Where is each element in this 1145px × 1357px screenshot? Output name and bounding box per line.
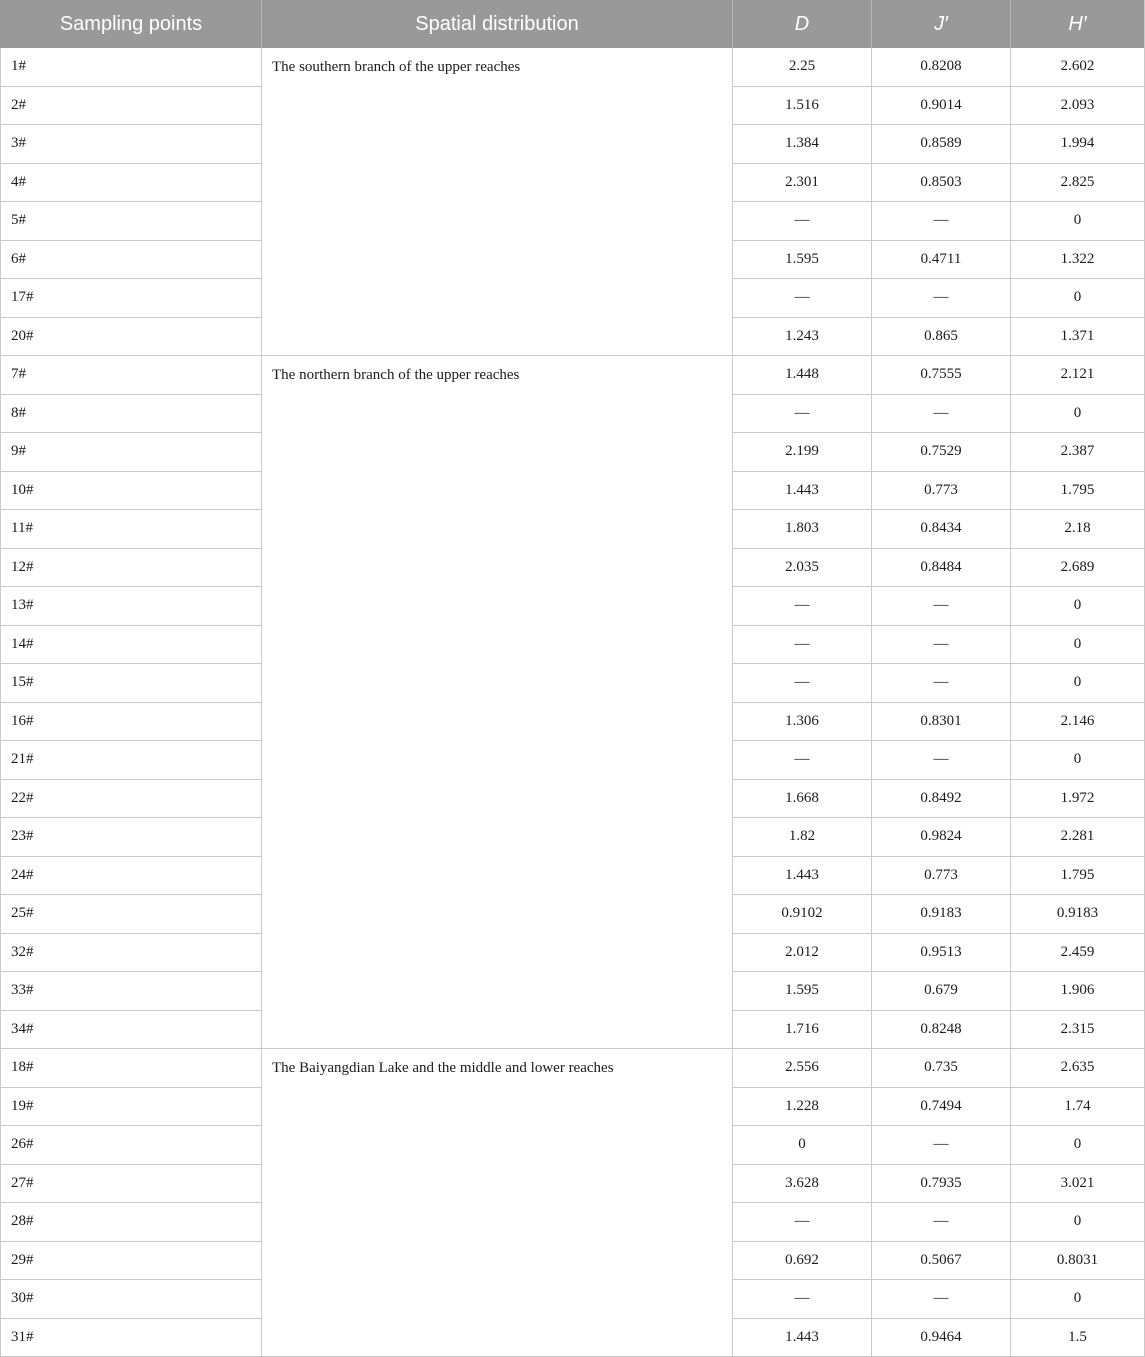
sampling-point-cell: 22# bbox=[0, 780, 262, 819]
d-value-cell: 2.012 bbox=[733, 934, 872, 973]
d-value-cell: 0 bbox=[733, 1126, 872, 1165]
h-value-cell: 0 bbox=[1011, 279, 1145, 318]
j-value-cell: — bbox=[872, 202, 1011, 241]
sampling-point-cell: 33# bbox=[0, 972, 262, 1011]
d-value-cell: 2.25 bbox=[733, 48, 872, 87]
d-value-cell: 1.384 bbox=[733, 125, 872, 164]
column-header-sampling-points: Sampling points bbox=[0, 0, 262, 48]
j-value-cell: 0.8589 bbox=[872, 125, 1011, 164]
sampling-point-cell: 12# bbox=[0, 549, 262, 588]
d-value-cell: 1.443 bbox=[733, 1319, 872, 1357]
h-value-cell: 2.281 bbox=[1011, 818, 1145, 857]
sampling-point-cell: 2# bbox=[0, 87, 262, 126]
h-value-cell: 0.9183 bbox=[1011, 895, 1145, 934]
d-value-cell: 1.668 bbox=[733, 780, 872, 819]
d-value-cell: 2.199 bbox=[733, 433, 872, 472]
j-value-cell: 0.9183 bbox=[872, 895, 1011, 934]
sampling-point-cell: 16# bbox=[0, 703, 262, 742]
h-value-cell: 0.8031 bbox=[1011, 1242, 1145, 1281]
sampling-point-cell: 10# bbox=[0, 472, 262, 511]
j-value-cell: — bbox=[872, 664, 1011, 703]
sampling-point-cell: 34# bbox=[0, 1011, 262, 1050]
j-value-cell: 0.7555 bbox=[872, 356, 1011, 395]
j-value-cell: — bbox=[872, 395, 1011, 434]
sampling-point-cell: 11# bbox=[0, 510, 262, 549]
sampling-point-cell: 15# bbox=[0, 664, 262, 703]
h-value-cell: 0 bbox=[1011, 202, 1145, 241]
h-value-cell: 1.74 bbox=[1011, 1088, 1145, 1127]
h-value-cell: 2.121 bbox=[1011, 356, 1145, 395]
h-value-cell: 1.906 bbox=[1011, 972, 1145, 1011]
h-value-cell: 2.18 bbox=[1011, 510, 1145, 549]
sampling-point-cell: 13# bbox=[0, 587, 262, 626]
d-value-cell: 2.301 bbox=[733, 164, 872, 203]
d-value-cell: 0.692 bbox=[733, 1242, 872, 1281]
d-value-cell: 1.243 bbox=[733, 318, 872, 357]
j-value-cell: 0.5067 bbox=[872, 1242, 1011, 1281]
d-value-cell: — bbox=[733, 279, 872, 318]
j-value-cell: 0.8503 bbox=[872, 164, 1011, 203]
d-value-cell: 1.443 bbox=[733, 857, 872, 896]
sampling-point-cell: 7# bbox=[0, 356, 262, 395]
j-value-cell: 0.8301 bbox=[872, 703, 1011, 742]
j-value-cell: 0.4711 bbox=[872, 241, 1011, 280]
sampling-point-cell: 6# bbox=[0, 241, 262, 280]
h-value-cell: 2.825 bbox=[1011, 164, 1145, 203]
d-value-cell: — bbox=[733, 1203, 872, 1242]
h-value-cell: 2.315 bbox=[1011, 1011, 1145, 1050]
h-value-cell: 1.5 bbox=[1011, 1319, 1145, 1357]
sampling-point-cell: 9# bbox=[0, 433, 262, 472]
h-value-cell: 3.021 bbox=[1011, 1165, 1145, 1204]
sampling-point-cell: 32# bbox=[0, 934, 262, 973]
d-value-cell: 1.803 bbox=[733, 510, 872, 549]
h-value-cell: 2.635 bbox=[1011, 1049, 1145, 1088]
spatial-distribution-cell: The Baiyangdian Lake and the middle and lower reaches bbox=[262, 1049, 733, 1357]
j-value-cell: — bbox=[872, 587, 1011, 626]
h-value-cell: 2.387 bbox=[1011, 433, 1145, 472]
d-value-cell: 1.306 bbox=[733, 703, 872, 742]
d-value-cell: — bbox=[733, 741, 872, 780]
d-value-cell: 1.595 bbox=[733, 241, 872, 280]
h-value-cell: 1.795 bbox=[1011, 857, 1145, 896]
column-header-j: J′ bbox=[872, 0, 1011, 48]
spatial-distribution-cell: The southern branch of the upper reaches bbox=[262, 48, 733, 356]
h-value-cell: 0 bbox=[1011, 741, 1145, 780]
j-value-cell: 0.8248 bbox=[872, 1011, 1011, 1050]
j-value-cell: — bbox=[872, 1280, 1011, 1319]
h-value-cell: 2.146 bbox=[1011, 703, 1145, 742]
d-value-cell: 1.443 bbox=[733, 472, 872, 511]
d-value-cell: — bbox=[733, 395, 872, 434]
h-value-cell: 0 bbox=[1011, 626, 1145, 665]
j-value-cell: 0.8484 bbox=[872, 549, 1011, 588]
d-value-cell: 2.035 bbox=[733, 549, 872, 588]
j-value-cell: 0.7494 bbox=[872, 1088, 1011, 1127]
column-header-h: H′ bbox=[1011, 0, 1145, 48]
sampling-point-cell: 8# bbox=[0, 395, 262, 434]
j-value-cell: — bbox=[872, 626, 1011, 665]
d-value-cell: — bbox=[733, 626, 872, 665]
j-value-cell: 0.9464 bbox=[872, 1319, 1011, 1357]
j-value-cell: 0.8492 bbox=[872, 780, 1011, 819]
sampling-point-cell: 19# bbox=[0, 1088, 262, 1127]
sampling-point-cell: 29# bbox=[0, 1242, 262, 1281]
d-value-cell: 1.595 bbox=[733, 972, 872, 1011]
sampling-point-cell: 5# bbox=[0, 202, 262, 241]
sampling-point-cell: 21# bbox=[0, 741, 262, 780]
j-value-cell: 0.9824 bbox=[872, 818, 1011, 857]
j-value-cell: 0.735 bbox=[872, 1049, 1011, 1088]
d-value-cell: 3.628 bbox=[733, 1165, 872, 1204]
sampling-point-cell: 26# bbox=[0, 1126, 262, 1165]
h-value-cell: 2.093 bbox=[1011, 87, 1145, 126]
sampling-point-cell: 31# bbox=[0, 1319, 262, 1357]
sampling-point-cell: 3# bbox=[0, 125, 262, 164]
j-value-cell: — bbox=[872, 279, 1011, 318]
column-header-d: D bbox=[733, 0, 872, 48]
h-value-cell: 1.371 bbox=[1011, 318, 1145, 357]
h-value-cell: 1.972 bbox=[1011, 780, 1145, 819]
j-value-cell: — bbox=[872, 741, 1011, 780]
h-value-cell: 0 bbox=[1011, 1126, 1145, 1165]
sampling-point-cell: 1# bbox=[0, 48, 262, 87]
sampling-point-cell: 18# bbox=[0, 1049, 262, 1088]
sampling-point-cell: 17# bbox=[0, 279, 262, 318]
d-value-cell: 0.9102 bbox=[733, 895, 872, 934]
d-value-cell: 1.228 bbox=[733, 1088, 872, 1127]
j-value-cell: 0.9513 bbox=[872, 934, 1011, 973]
j-value-cell: 0.773 bbox=[872, 857, 1011, 896]
j-value-cell: — bbox=[872, 1203, 1011, 1242]
sampling-point-cell: 24# bbox=[0, 857, 262, 896]
h-value-cell: 0 bbox=[1011, 1280, 1145, 1319]
d-value-cell: 1.516 bbox=[733, 87, 872, 126]
h-value-cell: 2.459 bbox=[1011, 934, 1145, 973]
j-value-cell: 0.773 bbox=[872, 472, 1011, 511]
j-value-cell: 0.8434 bbox=[872, 510, 1011, 549]
j-value-cell: — bbox=[872, 1126, 1011, 1165]
j-value-cell: 0.865 bbox=[872, 318, 1011, 357]
h-value-cell: 0 bbox=[1011, 664, 1145, 703]
h-value-cell: 0 bbox=[1011, 587, 1145, 626]
d-value-cell: 2.556 bbox=[733, 1049, 872, 1088]
j-value-cell: 0.679 bbox=[872, 972, 1011, 1011]
j-value-cell: 0.7529 bbox=[872, 433, 1011, 472]
h-value-cell: 0 bbox=[1011, 1203, 1145, 1242]
sampling-point-cell: 4# bbox=[0, 164, 262, 203]
j-value-cell: 0.9014 bbox=[872, 87, 1011, 126]
d-value-cell: — bbox=[733, 1280, 872, 1319]
sampling-point-cell: 30# bbox=[0, 1280, 262, 1319]
d-value-cell: — bbox=[733, 664, 872, 703]
sampling-point-cell: 14# bbox=[0, 626, 262, 665]
h-value-cell: 1.795 bbox=[1011, 472, 1145, 511]
d-value-cell: 1.82 bbox=[733, 818, 872, 857]
sampling-point-cell: 27# bbox=[0, 1165, 262, 1204]
j-value-cell: 0.8208 bbox=[872, 48, 1011, 87]
d-value-cell: 1.716 bbox=[733, 1011, 872, 1050]
h-value-cell: 1.322 bbox=[1011, 241, 1145, 280]
sampling-point-cell: 20# bbox=[0, 318, 262, 357]
d-value-cell: 1.448 bbox=[733, 356, 872, 395]
h-value-cell: 2.689 bbox=[1011, 549, 1145, 588]
d-value-cell: — bbox=[733, 587, 872, 626]
sampling-point-cell: 23# bbox=[0, 818, 262, 857]
d-value-cell: — bbox=[733, 202, 872, 241]
spatial-distribution-cell: The northern branch of the upper reaches bbox=[262, 356, 733, 1049]
sampling-point-cell: 28# bbox=[0, 1203, 262, 1242]
column-header-spatial-distribution: Spatial distribution bbox=[262, 0, 733, 48]
j-value-cell: 0.7935 bbox=[872, 1165, 1011, 1204]
h-value-cell: 2.602 bbox=[1011, 48, 1145, 87]
h-value-cell: 1.994 bbox=[1011, 125, 1145, 164]
sampling-point-cell: 25# bbox=[0, 895, 262, 934]
h-value-cell: 0 bbox=[1011, 395, 1145, 434]
